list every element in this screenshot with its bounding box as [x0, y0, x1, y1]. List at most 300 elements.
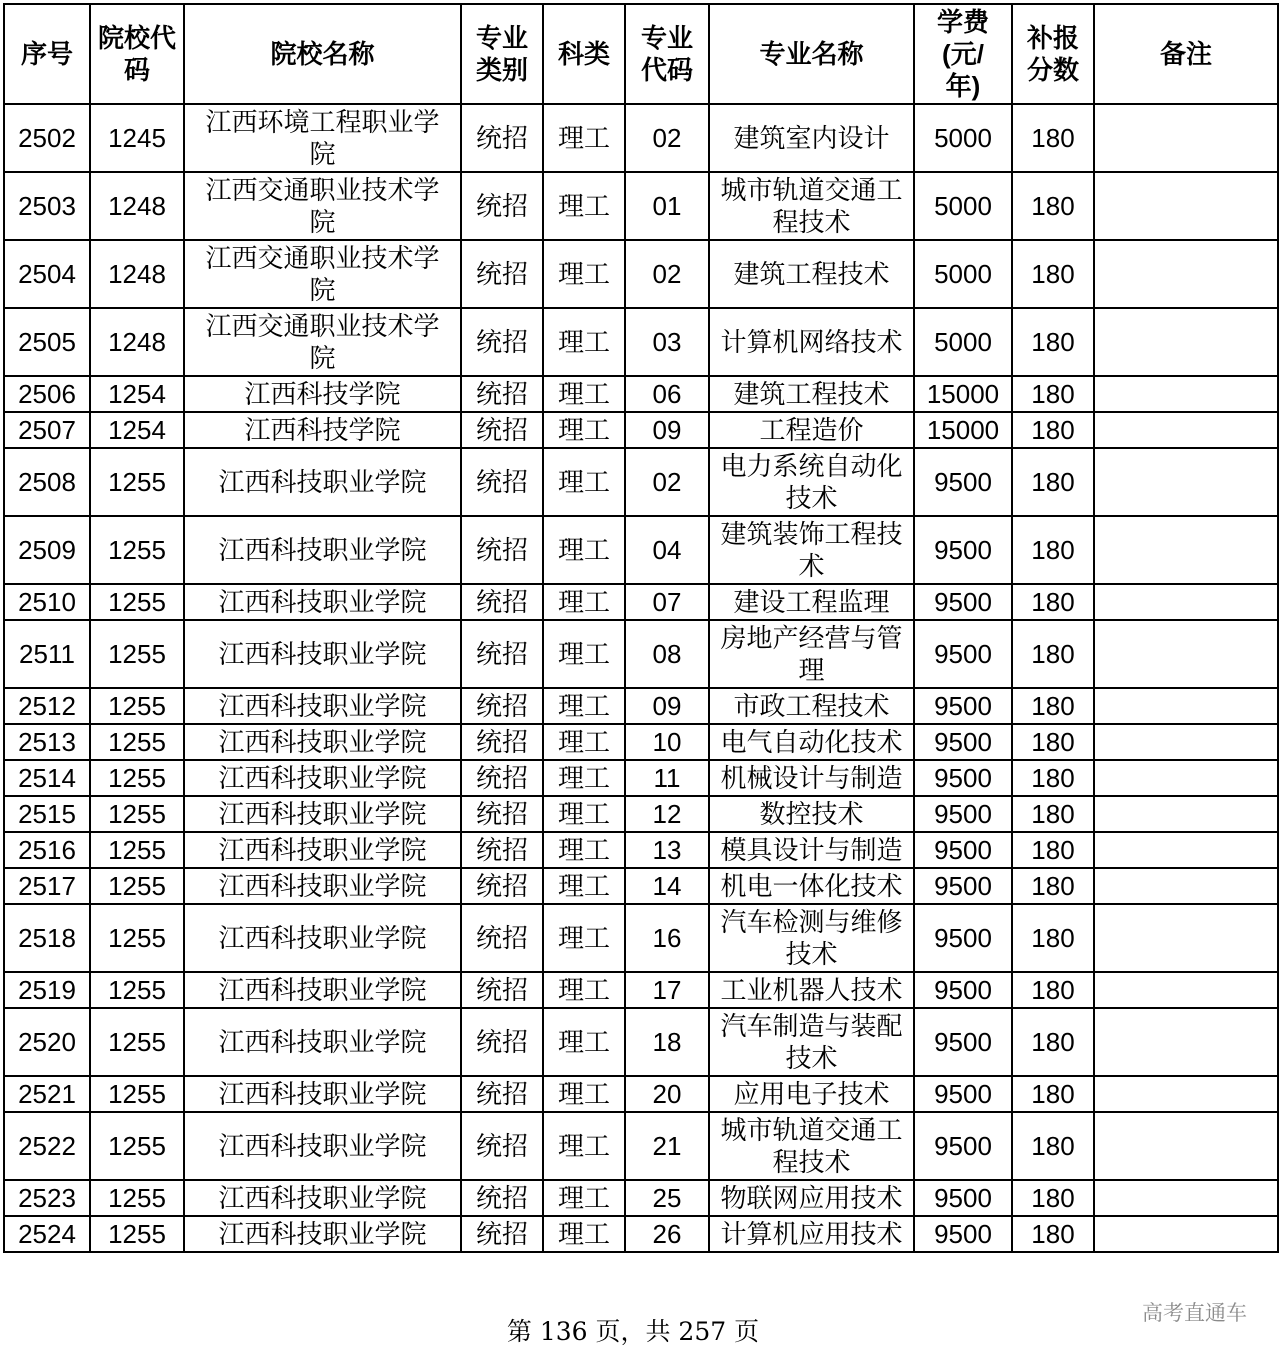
cell-tuition [914, 796, 1012, 832]
cell-supplementary-score-text: 180 [1031, 763, 1075, 793]
cell-tuition-text: 9500 [934, 639, 992, 669]
cell-tuition [914, 868, 1012, 904]
cell-major-name [709, 104, 914, 172]
cell-major-code-text: 08 [652, 639, 682, 669]
header-seq-text: 序号 [20, 39, 73, 69]
cell-subject-type [543, 376, 625, 412]
cell-tuition [914, 240, 1012, 308]
cell-seq-text: 2511 [19, 639, 75, 669]
cell-tuition [914, 1008, 1012, 1076]
cell-school-name-text: 江西交通职业技术学院 [205, 243, 440, 305]
cell-supplementary-score [1012, 1180, 1094, 1216]
cell-major-name-text: 建筑工程技术 [733, 379, 890, 409]
cell-major-name-text: 汽车制造与装配技术 [720, 1011, 903, 1073]
cell-school-code [90, 584, 184, 620]
cell-major-code [625, 1216, 709, 1252]
cell-major-name-text: 电力系统自动化技术 [720, 451, 903, 513]
cell-supplementary-score [1012, 620, 1094, 688]
table-row [4, 1076, 1278, 1112]
cell-major-code-text: 18 [652, 1027, 682, 1057]
cell-seq [4, 832, 90, 868]
cell-subject-type-text: 理工 [557, 415, 610, 445]
cell-school-name [184, 868, 461, 904]
cell-school-name-text: 江西环境工程职业学院 [205, 107, 440, 169]
table-row [4, 724, 1278, 760]
cell-subject-type [543, 1216, 625, 1252]
cell-major-code-text: 14 [652, 871, 682, 901]
cell-major-code [625, 1076, 709, 1112]
table-row [4, 796, 1278, 832]
cell-tuition [914, 904, 1012, 972]
cell-subject-type-text: 理工 [557, 1183, 610, 1213]
cell-school-code-text: 1255 [108, 871, 166, 901]
cell-major-code [625, 104, 709, 172]
cell-school-name [184, 308, 461, 376]
cell-tuition [914, 584, 1012, 620]
cell-school-code [90, 620, 184, 688]
cell-major-name [709, 760, 914, 796]
cell-major-code-text: 02 [652, 123, 682, 153]
cell-major-code-text: 20 [652, 1079, 682, 1109]
cell-school-name-text: 江西科技职业学院 [218, 1079, 427, 1109]
cell-supplementary-score-text: 180 [1031, 535, 1075, 565]
table-row [4, 448, 1278, 516]
cell-school-code [90, 376, 184, 412]
cell-seq-text: 2510 [18, 587, 76, 617]
cell-school-name-text: 江西科技职业学院 [218, 1131, 427, 1161]
cell-major-code-text: 11 [653, 763, 681, 793]
table-row [4, 1216, 1278, 1252]
cell-school-code-text: 1255 [108, 799, 166, 829]
cell-supplementary-score-text: 180 [1031, 1131, 1075, 1161]
cell-major-code-text: 16 [652, 923, 682, 953]
cell-remarks [1094, 620, 1278, 688]
header-remarks [1094, 4, 1278, 104]
cell-subject-type-text: 理工 [557, 923, 610, 953]
cell-remarks [1094, 904, 1278, 972]
page-number: 第 136 页，共 257 页 [506, 1317, 760, 1346]
cell-school-code [90, 688, 184, 724]
cell-subject-type-text: 理工 [557, 799, 610, 829]
table-row [4, 240, 1278, 308]
cell-school-code [90, 412, 184, 448]
cell-tuition [914, 1112, 1012, 1180]
cell-supplementary-score [1012, 308, 1094, 376]
cell-seq [4, 412, 90, 448]
table-row [4, 1008, 1278, 1076]
cell-remarks [1094, 688, 1278, 724]
cell-tuition-text: 9500 [934, 587, 992, 617]
cell-supplementary-score-text: 180 [1031, 467, 1075, 497]
cell-major-name [709, 972, 914, 1008]
cell-school-code [90, 1180, 184, 1216]
table-row [4, 760, 1278, 796]
cell-seq-text: 2505 [18, 327, 76, 357]
cell-school-name-text: 江西科技职业学院 [218, 1027, 427, 1057]
cell-school-name-text: 江西科技职业学院 [218, 691, 427, 721]
cell-major-category-text: 统招 [475, 835, 528, 865]
cell-supplementary-score-text: 180 [1031, 727, 1075, 757]
cell-major-name [709, 724, 914, 760]
cell-school-code [90, 760, 184, 796]
cell-subject-type-text: 理工 [557, 587, 610, 617]
cell-major-category-text: 统招 [475, 727, 528, 757]
cell-school-code-text: 1255 [108, 923, 166, 953]
cell-major-name-text: 工业机器人技术 [720, 975, 903, 1005]
cell-major-category [461, 1216, 543, 1252]
cell-major-name-text: 建筑装饰工程技术 [720, 519, 903, 581]
cell-tuition-text: 5000 [934, 259, 992, 289]
cell-tuition [914, 688, 1012, 724]
cell-subject-type [543, 1008, 625, 1076]
cell-subject-type-text: 理工 [557, 763, 610, 793]
cell-school-name [184, 904, 461, 972]
cell-seq-text: 2519 [18, 975, 76, 1005]
cell-school-name [184, 240, 461, 308]
cell-school-code-text: 1254 [108, 379, 166, 409]
cell-school-name [184, 584, 461, 620]
cell-major-code [625, 584, 709, 620]
cell-major-name [709, 620, 914, 688]
cell-major-code-text: 07 [652, 587, 682, 617]
cell-tuition-text: 9500 [934, 923, 992, 953]
cell-subject-type-text: 理工 [557, 639, 610, 669]
cell-school-name-text: 江西科技学院 [244, 415, 401, 445]
cell-tuition-text: 15000 [926, 415, 1000, 445]
cell-major-code [625, 1008, 709, 1076]
cell-major-code-text: 09 [652, 415, 682, 445]
cell-subject-type-text: 理工 [557, 975, 610, 1005]
cell-tuition-text: 9500 [934, 763, 992, 793]
cell-school-name [184, 760, 461, 796]
cell-major-code [625, 904, 709, 972]
cell-school-code [90, 904, 184, 972]
cell-seq-text: 2518 [18, 923, 76, 953]
cell-major-category [461, 1112, 543, 1180]
cell-tuition [914, 412, 1012, 448]
cell-school-name-text: 江西交通职业技术学院 [205, 311, 440, 373]
cell-major-code-text: 12 [652, 799, 682, 829]
cell-major-category [461, 832, 543, 868]
cell-school-name-text: 江西科技职业学院 [218, 535, 427, 565]
cell-school-code [90, 972, 184, 1008]
cell-major-name [709, 308, 914, 376]
cell-major-code [625, 448, 709, 516]
cell-major-code-text: 03 [652, 327, 682, 357]
cell-seq-text: 2524 [18, 1219, 76, 1249]
cell-subject-type [543, 832, 625, 868]
cell-subject-type [543, 516, 625, 584]
cell-seq-text: 2520 [18, 1027, 76, 1057]
cell-seq-text: 2517 [18, 871, 76, 901]
cell-seq-text: 2515 [18, 799, 76, 829]
cell-remarks [1094, 1216, 1278, 1252]
cell-supplementary-score-text: 180 [1031, 975, 1075, 1005]
cell-major-category-text: 统招 [475, 327, 528, 357]
cell-seq-text: 2522 [18, 1131, 76, 1161]
cell-major-name-text: 城市轨道交通工程技术 [720, 175, 903, 237]
cell-major-name [709, 584, 914, 620]
cell-school-name [184, 412, 461, 448]
cell-seq [4, 1008, 90, 1076]
cell-seq-text: 2523 [18, 1183, 76, 1213]
cell-school-name [184, 1076, 461, 1112]
cell-tuition-text: 5000 [934, 191, 992, 221]
cell-major-category-text: 统招 [475, 763, 528, 793]
table-row [4, 412, 1278, 448]
cell-seq-text: 2513 [18, 727, 76, 757]
cell-subject-type [543, 412, 625, 448]
cell-remarks [1094, 972, 1278, 1008]
cell-tuition-text: 5000 [934, 327, 992, 357]
cell-major-code [625, 620, 709, 688]
cell-seq [4, 104, 90, 172]
cell-remarks [1094, 104, 1278, 172]
cell-major-category [461, 904, 543, 972]
cell-major-category [461, 308, 543, 376]
table-row [4, 972, 1278, 1008]
cell-school-code-text: 1255 [108, 1131, 166, 1161]
cell-tuition-text: 9500 [934, 799, 992, 829]
header-school-name [184, 4, 461, 104]
cell-supplementary-score-text: 180 [1031, 871, 1075, 901]
cell-supplementary-score-text: 180 [1031, 1027, 1075, 1057]
cell-major-category-text: 统招 [475, 691, 528, 721]
cell-subject-type [543, 172, 625, 240]
cell-supplementary-score-text: 180 [1031, 923, 1075, 953]
cell-major-category-text: 统招 [475, 975, 528, 1005]
cell-major-code [625, 1112, 709, 1180]
cell-subject-type [543, 1112, 625, 1180]
cell-major-category [461, 1008, 543, 1076]
cell-major-name [709, 1112, 914, 1180]
cell-remarks [1094, 760, 1278, 796]
cell-subject-type-text: 理工 [557, 1219, 610, 1249]
cell-school-name-text: 江西科技职业学院 [218, 587, 427, 617]
cell-major-code-text: 04 [652, 535, 682, 565]
cell-subject-type-text: 理工 [557, 1079, 610, 1109]
cell-major-code [625, 688, 709, 724]
cell-seq-text: 2512 [18, 691, 76, 721]
cell-tuition [914, 1076, 1012, 1112]
cell-major-code-text: 17 [652, 975, 682, 1005]
cell-school-code-text: 1255 [108, 763, 166, 793]
cell-school-name-text: 江西科技职业学院 [218, 639, 427, 669]
cell-tuition-text: 9500 [934, 727, 992, 757]
cell-major-name-text: 建筑室内设计 [733, 123, 890, 153]
cell-remarks [1094, 1076, 1278, 1112]
cell-school-name-text: 江西科技职业学院 [218, 1219, 427, 1249]
cell-supplementary-score [1012, 412, 1094, 448]
cell-major-code-text: 09 [652, 691, 682, 721]
cell-tuition [914, 376, 1012, 412]
cell-major-category [461, 516, 543, 584]
table-header [4, 4, 1278, 104]
cell-school-code [90, 240, 184, 308]
cell-major-category-text: 统招 [475, 799, 528, 829]
cell-major-name [709, 412, 914, 448]
cell-supplementary-score [1012, 516, 1094, 584]
cell-school-code [90, 516, 184, 584]
cell-tuition [914, 832, 1012, 868]
table-row [4, 1112, 1278, 1180]
cell-major-category-text: 统招 [475, 535, 528, 565]
cell-school-code [90, 172, 184, 240]
cell-seq [4, 172, 90, 240]
cell-major-category-text: 统招 [475, 259, 528, 289]
cell-major-name-text: 城市轨道交通工程技术 [720, 1115, 903, 1177]
cell-seq-text: 2507 [18, 415, 76, 445]
cell-remarks [1094, 1180, 1278, 1216]
cell-seq [4, 240, 90, 308]
cell-school-name-text: 江西科技学院 [244, 379, 401, 409]
cell-supplementary-score [1012, 1008, 1094, 1076]
cell-major-category [461, 1076, 543, 1112]
cell-school-name [184, 724, 461, 760]
cell-seq-text: 2502 [18, 123, 76, 153]
cell-seq-text: 2514 [18, 763, 76, 793]
cell-supplementary-score-text: 180 [1031, 1219, 1075, 1249]
cell-tuition-text: 9500 [934, 691, 992, 721]
cell-school-code [90, 104, 184, 172]
cell-school-code-text: 1255 [108, 1219, 166, 1249]
table-row [4, 172, 1278, 240]
cell-subject-type-text: 理工 [557, 379, 610, 409]
cell-seq [4, 584, 90, 620]
cell-major-name-text: 物联网应用技术 [720, 1183, 903, 1213]
cell-major-code-text: 01 [652, 191, 682, 221]
cell-major-code-text: 02 [652, 467, 682, 497]
cell-seq-text: 2504 [18, 259, 76, 289]
cell-major-code-text: 26 [652, 1219, 682, 1249]
cell-major-category-text: 统招 [475, 1183, 528, 1213]
cell-remarks [1094, 832, 1278, 868]
cell-school-code-text: 1255 [108, 975, 166, 1005]
cell-school-name [184, 172, 461, 240]
cell-supplementary-score-text: 180 [1031, 639, 1075, 669]
cell-major-category [461, 172, 543, 240]
table-row [4, 584, 1278, 620]
cell-school-name [184, 1008, 461, 1076]
cell-remarks [1094, 448, 1278, 516]
header-remarks-text: 备注 [1159, 39, 1212, 69]
cell-seq-text: 2521 [18, 1079, 76, 1109]
cell-school-name-text: 江西科技职业学院 [218, 923, 427, 953]
cell-school-code [90, 796, 184, 832]
cell-seq-text: 2506 [18, 379, 76, 409]
cell-major-code-text: 10 [652, 727, 682, 757]
cell-remarks [1094, 240, 1278, 308]
cell-tuition [914, 308, 1012, 376]
cell-school-code-text: 1255 [108, 1027, 166, 1057]
cell-major-category-text: 统招 [475, 1079, 528, 1109]
cell-subject-type-text: 理工 [557, 327, 610, 357]
cell-supplementary-score [1012, 760, 1094, 796]
cell-major-name [709, 904, 914, 972]
cell-seq [4, 1076, 90, 1112]
cell-school-code-text: 1254 [108, 415, 166, 445]
cell-school-name [184, 1216, 461, 1252]
cell-school-name-text: 江西科技职业学院 [218, 871, 427, 901]
table-row [4, 1180, 1278, 1216]
cell-remarks [1094, 1008, 1278, 1076]
cell-school-code-text: 1255 [108, 587, 166, 617]
cell-major-code [625, 796, 709, 832]
cell-supplementary-score [1012, 832, 1094, 868]
cell-subject-type [543, 904, 625, 972]
cell-supplementary-score [1012, 1112, 1094, 1180]
cell-major-name-text: 房地产经营与管理 [720, 623, 903, 685]
cell-major-category [461, 620, 543, 688]
cell-school-name-text: 江西交通职业技术学院 [205, 175, 440, 237]
cell-major-code [625, 516, 709, 584]
cell-major-name-text: 工程造价 [759, 415, 864, 445]
cell-major-category-text: 统招 [475, 1219, 528, 1249]
header-major-name [709, 4, 914, 104]
cell-remarks [1094, 172, 1278, 240]
cell-major-name [709, 1008, 914, 1076]
header-major-category [461, 4, 543, 104]
cell-supplementary-score-text: 180 [1031, 191, 1075, 221]
cell-major-name [709, 1076, 914, 1112]
cell-major-category [461, 376, 543, 412]
cell-tuition [914, 448, 1012, 516]
cell-seq [4, 308, 90, 376]
cell-major-code [625, 1180, 709, 1216]
cell-remarks [1094, 376, 1278, 412]
header-major-category-text: 专业类别 [475, 23, 528, 85]
cell-major-name-text: 应用电子技术 [733, 1079, 890, 1109]
header-subject-type [543, 4, 625, 104]
cell-major-code [625, 172, 709, 240]
cell-major-name-text: 机电一体化技术 [720, 871, 903, 901]
header-supplementary-score [1012, 4, 1094, 104]
cell-tuition [914, 1180, 1012, 1216]
cell-seq-text: 2508 [18, 467, 76, 497]
cell-supplementary-score-text: 180 [1031, 799, 1075, 829]
cell-supplementary-score-text: 180 [1031, 835, 1075, 865]
cell-supplementary-score [1012, 972, 1094, 1008]
cell-remarks [1094, 308, 1278, 376]
header-school-code [90, 4, 184, 104]
cell-major-code-text: 13 [652, 835, 682, 865]
cell-major-code [625, 376, 709, 412]
cell-major-category-text: 统招 [475, 587, 528, 617]
cell-school-code [90, 308, 184, 376]
cell-seq [4, 868, 90, 904]
table-row [4, 516, 1278, 584]
cell-major-category-text: 统招 [475, 415, 528, 445]
cell-school-code-text: 1255 [108, 835, 166, 865]
cell-school-code-text: 1255 [108, 535, 166, 565]
cell-tuition-text: 9500 [934, 871, 992, 901]
cell-tuition-text: 9500 [934, 1027, 992, 1057]
cell-school-name-text: 江西科技职业学院 [218, 763, 427, 793]
cell-major-code [625, 308, 709, 376]
cell-school-name [184, 448, 461, 516]
cell-school-code [90, 1076, 184, 1112]
table-row [4, 832, 1278, 868]
cell-remarks [1094, 724, 1278, 760]
cell-tuition [914, 620, 1012, 688]
header-subject-type-text: 科类 [557, 39, 610, 69]
cell-subject-type-text: 理工 [557, 467, 610, 497]
header-tuition [914, 4, 1012, 104]
cell-subject-type [543, 760, 625, 796]
cell-major-name [709, 448, 914, 516]
cell-remarks [1094, 868, 1278, 904]
cell-school-code-text: 1245 [108, 123, 166, 153]
